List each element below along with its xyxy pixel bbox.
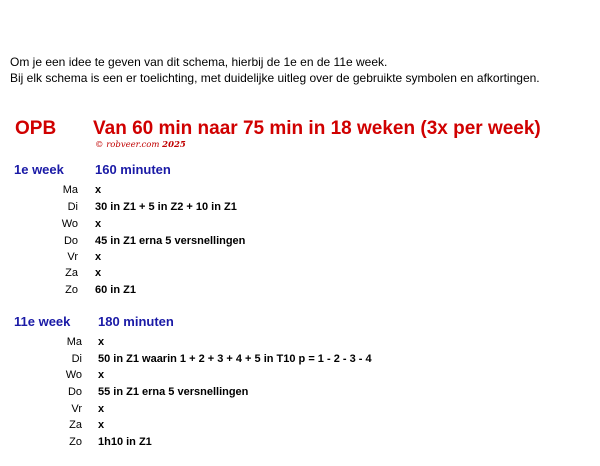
day-activity: 50 in Z1 waarin 1 + 2 + 3 + 4 + 5 in T10 p = 1 - 2 - 3 - 4 [98,353,372,365]
intro-line-2: Bij elk schema is een er toelichting, met duidelijke uitleg over de gebruikte symbolen en afkortingen. [10,71,540,85]
day-activity: x [98,336,105,348]
week-11-label: 11e week [14,314,71,329]
day-label: Vr [67,251,78,263]
copyright [95,140,186,150]
plan-title: Van 60 min naar 75 min in 18 weken (3x per week) [93,118,541,139]
intro-line-1: Om je een idee te geven van dit schema, hierbij de 1e en de 11e week. [10,55,388,69]
day-label: Ma [62,184,78,196]
plan-code: OPB [15,118,57,139]
day-activity: x [98,403,105,415]
day-activity: x [95,184,102,196]
day-label: Zo [65,284,78,296]
intro-text [10,54,540,86]
day-activity: x [98,369,105,381]
day-activity: x [95,218,102,230]
day-label: Do [67,386,82,398]
day-label: Za [69,419,82,431]
day-activity: x [95,251,102,263]
day-label: Za [65,267,78,279]
copyright-year: 2025 [162,140,186,150]
day-activity: 60 in Z1 [95,284,136,296]
day-label: Wo [65,369,82,381]
day-activity: 30 in Z1 + 5 in Z2 + 10 in Z1 [95,201,237,213]
day-activity: x [95,267,102,279]
day-label: Wo [61,218,78,230]
day-activity: 1h10 in Z1 [98,436,152,448]
day-label: Di [71,353,82,365]
day-label: Vr [71,403,82,415]
day-label: Ma [66,336,82,348]
day-activity: x [98,419,105,431]
day-activity: 55 in Z1 erna 5 versnellingen [98,386,249,398]
day-label: Do [63,235,78,247]
day-activity: 45 in Z1 erna 5 versnellingen [95,235,246,247]
week-1-total: 160 minuten [95,162,171,177]
week-11-total: 180 minuten [98,314,174,329]
day-label: Zo [69,436,82,448]
copyright-site: © robveer.com [95,140,160,150]
day-label: Di [67,201,78,213]
week-1-label: 1e week [14,162,64,177]
